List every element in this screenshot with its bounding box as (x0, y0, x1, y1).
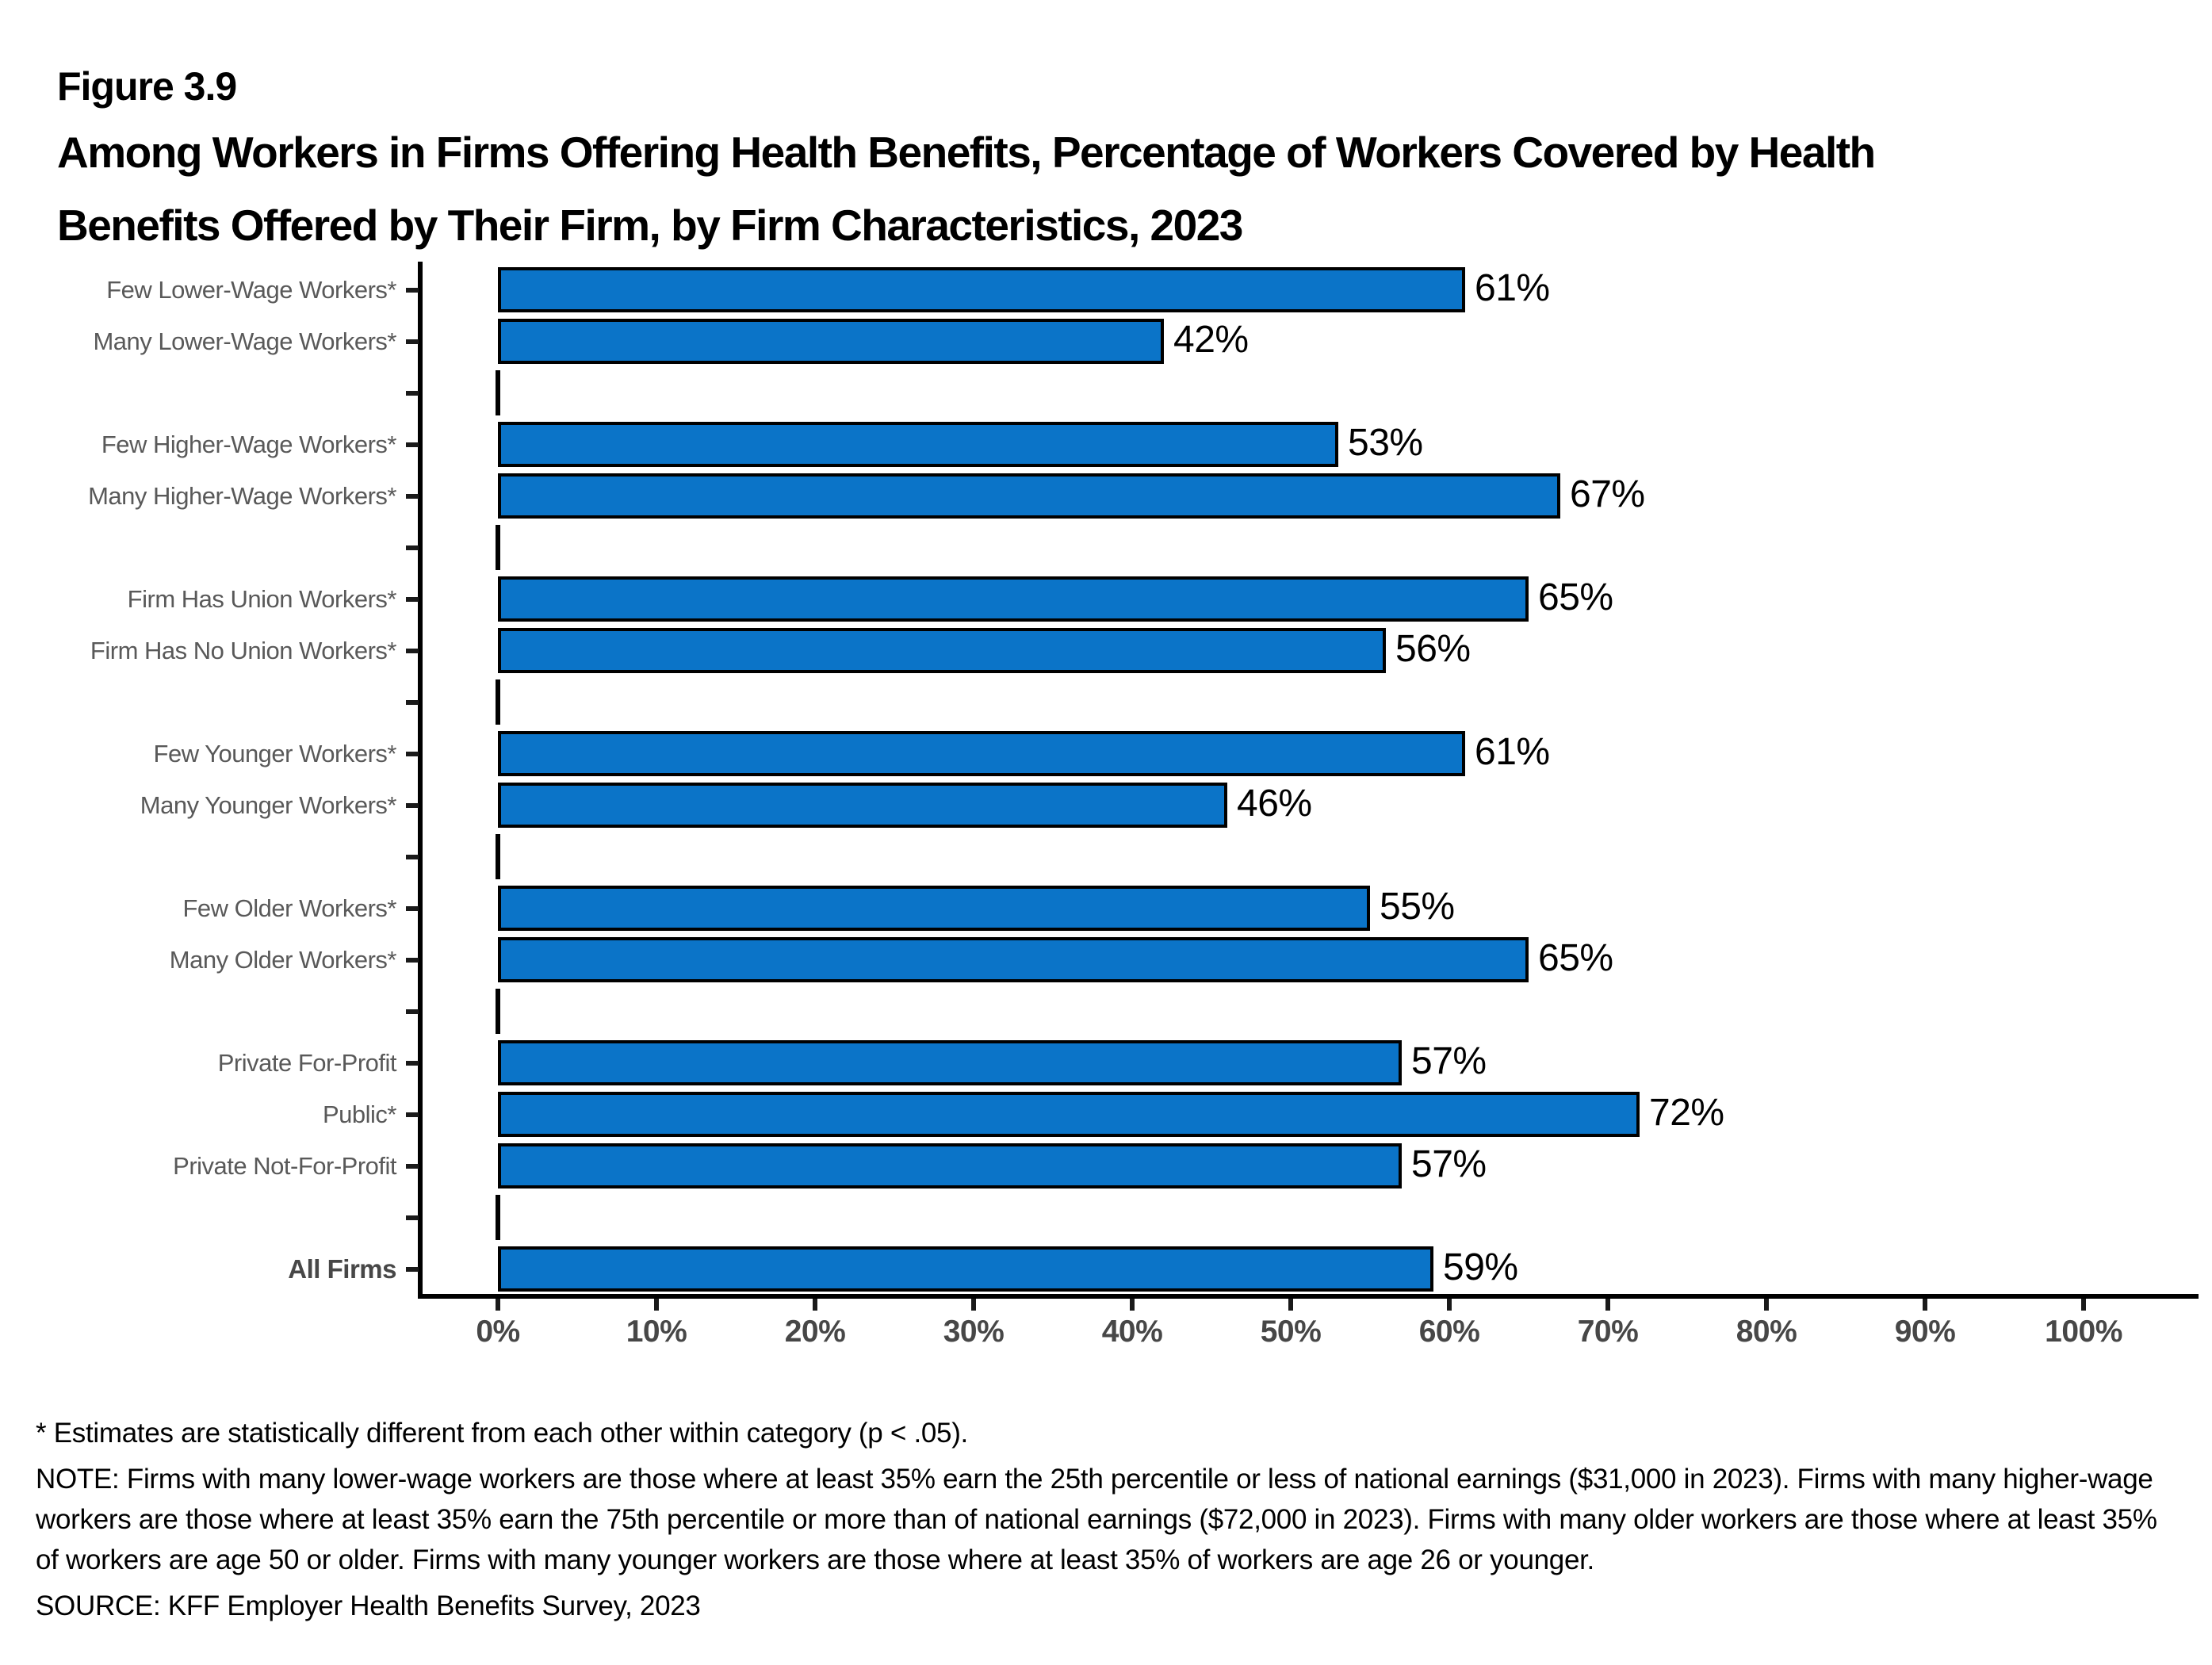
footnote-source: SOURCE: KFF Employer Health Benefits Survey, 2023 (36, 1590, 701, 1621)
category-label: Many Lower-Wage Workers* (93, 327, 396, 355)
bar-value-label: 59% (1443, 1246, 1518, 1288)
bar-value-label: 61% (1475, 267, 1550, 309)
x-axis-tick (971, 1299, 976, 1311)
category-label: Firm Has Union Workers* (127, 585, 396, 613)
x-axis-tick (496, 1299, 500, 1311)
x-axis-tick-label: 30% (943, 1315, 1005, 1349)
bar (498, 1092, 1640, 1137)
y-axis-tick (406, 855, 419, 859)
y-axis-tick (406, 545, 419, 550)
y-axis-tick (406, 339, 419, 344)
bar-value-label: 61% (1475, 731, 1550, 773)
category-label: Many Younger Workers* (140, 791, 396, 819)
category-label: All Firms (288, 1254, 396, 1284)
x-axis-tick-label: 90% (1894, 1315, 1956, 1349)
bar-value-label: 46% (1237, 783, 1312, 825)
y-axis-tick (406, 1267, 419, 1272)
x-axis-tick (2081, 1299, 2086, 1311)
figure-number: Figure 3.9 (57, 64, 237, 109)
x-axis-tick (1923, 1299, 1927, 1311)
bar-value-label: 65% (1538, 937, 1613, 979)
category-label: Private For-Profit (217, 1049, 396, 1077)
bar (498, 576, 1529, 622)
bar (498, 1143, 1402, 1188)
x-axis-tick (1288, 1299, 1293, 1311)
x-axis-tick-label: 80% (1736, 1315, 1797, 1349)
bar-value-label: 57% (1411, 1040, 1487, 1082)
bar (498, 319, 1164, 364)
bar (498, 473, 1560, 519)
y-axis-line (418, 262, 423, 1299)
x-axis-tick (813, 1299, 817, 1311)
footnote-note: NOTE: Firms with many lower-wage workers are those where at least 35% earn the 25th percentile or less of national earnings ($31,000 in 2023). Firms with many higher-wage workers are those where at least 35% earn the 75th percentile or more than of national earnings ($72,000 in 2023). Firms with many older workers are those where at least 35% of workers are age 50 or older. Firms with many younger workers are those where at least 35% of workers are age 26 or younger. (36, 1464, 2157, 1575)
category-label: Private Not-For-Profit (173, 1152, 396, 1180)
bar-value-label: 42% (1173, 319, 1249, 361)
category-label: Many Higher-Wage Workers* (88, 482, 396, 510)
category-label: Few Higher-Wage Workers* (101, 431, 396, 458)
y-axis-tick (406, 442, 419, 447)
bar (498, 1246, 1433, 1292)
x-axis-tick-label: 70% (1577, 1315, 1639, 1349)
bar (498, 628, 1386, 673)
y-axis-tick (406, 958, 419, 963)
bar (498, 267, 1465, 312)
y-axis-tick (406, 649, 419, 653)
bar (498, 937, 1529, 982)
x-axis-tick (654, 1299, 659, 1311)
category-label: Few Older Workers* (182, 894, 396, 922)
x-axis-tick (1764, 1299, 1769, 1311)
category-label: Many Older Workers* (169, 946, 396, 974)
bar-value-label: 67% (1570, 473, 1645, 515)
y-axis-tick (406, 1215, 419, 1220)
y-axis-tick (406, 1164, 419, 1169)
spacer-zero-bar (496, 679, 500, 725)
y-axis-tick (406, 1112, 419, 1117)
spacer-zero-bar (496, 1195, 500, 1240)
x-axis-line (418, 1294, 2199, 1299)
bar-value-label: 57% (1411, 1143, 1487, 1185)
bar (498, 422, 1338, 467)
y-axis-tick (406, 494, 419, 499)
chart-title-line-2: Benefits Offered by Their Firm, by Firm Characteristics, 2023 (57, 201, 1242, 250)
chart-title-line-1: Among Workers in Firms Offering Health Benefits, Percentage of Workers Covered by Health (57, 128, 1875, 177)
x-axis-tick (1130, 1299, 1135, 1311)
x-axis-tick-label: 60% (1418, 1315, 1480, 1349)
y-axis-tick (406, 752, 419, 756)
x-axis-tick (1447, 1299, 1452, 1311)
y-axis-tick (406, 906, 419, 911)
bar-value-label: 55% (1380, 886, 1455, 928)
spacer-zero-bar (496, 989, 500, 1034)
x-axis-tick-label: 0% (476, 1315, 520, 1349)
x-axis-tick (1605, 1299, 1610, 1311)
bar-value-label: 65% (1538, 576, 1613, 618)
y-axis-tick (406, 803, 419, 808)
spacer-zero-bar (496, 370, 500, 415)
footnote-asterisk: * Estimates are statistically different from each other within category (p < .05). (36, 1418, 968, 1449)
x-axis-tick-label: 10% (626, 1315, 687, 1349)
bar (498, 731, 1465, 776)
x-axis-tick-label: 40% (1101, 1315, 1163, 1349)
bar-value-label: 56% (1395, 628, 1471, 670)
bar (498, 783, 1227, 828)
category-label: Few Lower-Wage Workers* (106, 276, 396, 304)
bar-value-label: 53% (1348, 422, 1423, 464)
category-label: Few Younger Workers* (153, 740, 396, 767)
bar (498, 1040, 1402, 1085)
x-axis-tick-label: 50% (1260, 1315, 1322, 1349)
x-axis-tick-label: 100% (2045, 1315, 2122, 1349)
y-axis-tick (406, 391, 419, 396)
y-axis-tick (406, 288, 419, 293)
footnotes (36, 1413, 2176, 1626)
spacer-zero-bar (496, 834, 500, 879)
category-label: Firm Has No Union Workers* (90, 637, 396, 664)
y-axis-tick (406, 700, 419, 705)
bar-value-label: 72% (1649, 1092, 1724, 1134)
y-axis-tick (406, 597, 419, 602)
y-axis-tick (406, 1061, 419, 1066)
category-label: Public* (323, 1100, 396, 1128)
bar (498, 886, 1370, 931)
x-axis-tick-label: 20% (784, 1315, 846, 1349)
y-axis-tick (406, 1009, 419, 1014)
spacer-zero-bar (496, 525, 500, 570)
